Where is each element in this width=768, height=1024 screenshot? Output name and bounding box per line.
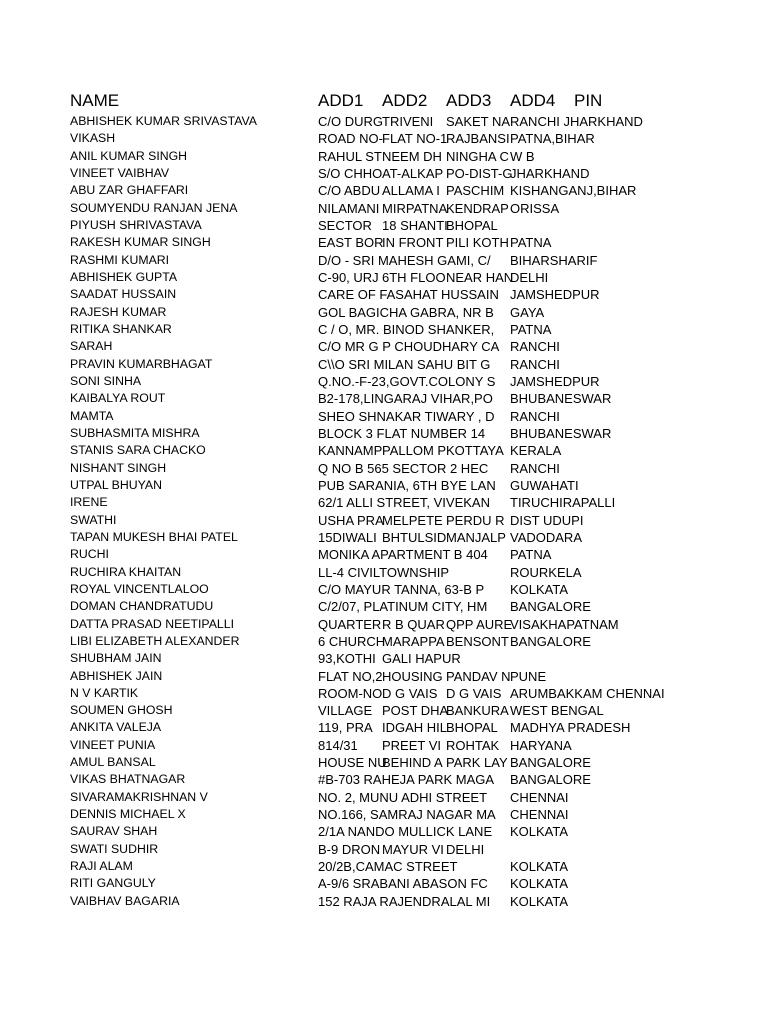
cell-name: VINEET VAIBHAV bbox=[70, 165, 170, 180]
table-row bbox=[0, 286, 768, 303]
cell-name: AMUL BANSAL bbox=[70, 755, 156, 770]
cell-add1: BLOCK 3 FLAT NUMBER 14 bbox=[318, 425, 486, 441]
cell-name: SOUMYENDU RANJAN JENA bbox=[70, 200, 238, 215]
header-add4: ADD4 bbox=[510, 91, 556, 110]
cell-add1: C\\O SRI MILAN SAHU BIT G bbox=[318, 356, 491, 372]
cell-add2: HOUSING bbox=[382, 668, 443, 684]
cell-add1: Q NO B 565 SECTOR 2 HEC bbox=[318, 460, 489, 476]
cell-add4: BIHARSHARIF bbox=[510, 252, 598, 268]
cell-name: SUBHASMITA MISHRA bbox=[70, 425, 200, 440]
cell-add1: NO. 2, MUNU ADHI STREET bbox=[318, 789, 488, 805]
cell-add3: D G VAIS bbox=[446, 685, 502, 701]
cell-add1: QUARTER bbox=[318, 616, 382, 632]
cell-name: UTPAL BHUYAN bbox=[70, 477, 163, 492]
table-row bbox=[0, 581, 768, 598]
header-pin: PIN bbox=[574, 91, 603, 110]
table-row bbox=[0, 304, 768, 321]
cell-add4: CHENNAI bbox=[510, 807, 569, 823]
cell-add4: BANGALORE bbox=[510, 755, 591, 771]
cell-add2: TRIVENI bbox=[382, 114, 434, 129]
cell-add1: CARE OF FASAHAT HUSSAIN bbox=[318, 287, 499, 303]
cell-name: ABHISHEK GUPTA bbox=[70, 269, 178, 284]
cell-name: RITIKA SHANKAR bbox=[70, 321, 172, 336]
cell-add2: PREET VI bbox=[382, 737, 442, 753]
table-row bbox=[0, 702, 768, 719]
cell-add4: JHARKHAND bbox=[510, 165, 590, 181]
cell-add1: C/O ABDU bbox=[318, 183, 381, 199]
cell-add4: BANGALORE bbox=[510, 633, 591, 649]
table-row bbox=[0, 598, 768, 615]
cell-add1: FLAT NO,2 bbox=[318, 668, 383, 684]
cell-name: PRAVIN KUMARBHAGAT bbox=[70, 356, 213, 371]
cell-add4: VADODARA bbox=[510, 529, 582, 545]
cell-add2: MIRPATNA bbox=[382, 200, 448, 216]
cell-add4: KOLKATA bbox=[510, 876, 569, 892]
table-row bbox=[0, 460, 768, 477]
table-row bbox=[0, 512, 768, 529]
table-row bbox=[0, 408, 768, 425]
cell-add2: D G VAIS bbox=[382, 685, 438, 701]
cell-add1: MONIKA APARTMENT B 404 bbox=[318, 547, 488, 563]
cell-add1: 119, PRA bbox=[318, 720, 373, 736]
table-row bbox=[0, 165, 768, 182]
cell-add3: DELHI bbox=[446, 841, 485, 857]
table-row bbox=[0, 252, 768, 269]
cell-add1: USHA PRA bbox=[318, 512, 384, 528]
cell-add2: PALLOM P bbox=[382, 443, 447, 459]
cell-name: ROYAL VINCENTLALOO bbox=[70, 581, 209, 596]
table-row bbox=[0, 529, 768, 546]
cell-name: ABU ZAR GHAFFARI bbox=[70, 183, 189, 198]
cell-add3: NINGHA C bbox=[446, 148, 509, 164]
cell-add2: 6TH FLOO bbox=[382, 269, 446, 285]
cell-add1: ROOM-NO bbox=[318, 685, 383, 701]
cell-add3: SAKET NA bbox=[446, 114, 511, 129]
cell-add2: BHTULSID bbox=[382, 529, 447, 545]
table-row bbox=[0, 113, 768, 130]
cell-add1: 93,KOTHI bbox=[318, 651, 376, 667]
cell-add1: B2-178,LINGARAJ VIHAR,PO bbox=[318, 391, 493, 407]
cell-name: RITI GANGULY bbox=[70, 876, 156, 891]
cell-add3: PILI KOTH bbox=[446, 235, 509, 251]
cell-add2: IN FRONT bbox=[382, 235, 444, 251]
table-row bbox=[0, 182, 768, 199]
cell-add1: #B-703 RAHEJA PARK MAGA bbox=[318, 772, 495, 788]
cell-add1: SHEO SHNAKAR TIWARY , D bbox=[318, 408, 495, 424]
cell-name: NISHANT SINGH bbox=[70, 460, 167, 475]
cell-add1: ROAD NO- bbox=[318, 131, 383, 147]
cell-name: IRENE bbox=[70, 495, 108, 510]
cell-add1: 15DIWALI bbox=[318, 529, 377, 545]
cell-add4: VISAKHAPATNAM bbox=[510, 616, 619, 632]
table-row bbox=[0, 685, 768, 702]
cell-name: VIKAS BHATNAGAR bbox=[70, 772, 186, 787]
cell-add4: JAMSHEDPUR bbox=[510, 287, 600, 303]
table-row bbox=[0, 806, 768, 823]
cell-add3: PASCHIM bbox=[446, 183, 505, 199]
table-row bbox=[0, 858, 768, 875]
table-row bbox=[0, 823, 768, 840]
table-row bbox=[0, 564, 768, 581]
cell-add3: ROHTAK bbox=[446, 737, 500, 753]
cell-add1: 6 CHURCH bbox=[318, 633, 386, 649]
cell-name: RAKESH KUMAR SINGH bbox=[70, 235, 211, 250]
table-row bbox=[0, 650, 768, 667]
cell-name: MAMTA bbox=[70, 408, 114, 423]
cell-name: PIYUSH SHRIVASTAVA bbox=[70, 217, 202, 232]
cell-add1: 62/1 ALLI STREET, VIVEKAN bbox=[318, 495, 490, 511]
table-row bbox=[0, 789, 768, 806]
cell-add4: RANCHI bbox=[510, 408, 560, 424]
cell-name: DENNIS MICHAEL X bbox=[70, 807, 186, 822]
header-name: NAME bbox=[70, 91, 120, 110]
cell-name: RASHMI KUMARI bbox=[70, 252, 170, 267]
cell-name: VIKASH bbox=[70, 131, 116, 146]
cell-name: RAJESH KUMAR bbox=[70, 304, 167, 319]
table-row bbox=[0, 269, 768, 286]
cell-add1: C / O, MR. BINOD SHANKER, bbox=[318, 321, 495, 337]
cell-add4: KOLKATA bbox=[510, 859, 569, 875]
cell-add2: ALLAMA I bbox=[382, 183, 440, 199]
table-row bbox=[0, 217, 768, 234]
cell-add4: JAMSHEDPUR bbox=[510, 373, 600, 389]
header-add3: ADD3 bbox=[446, 91, 492, 110]
cell-add1: C/O MR G P CHOUDHARY CA bbox=[318, 339, 500, 355]
cell-add2: MAYUR VI bbox=[382, 841, 444, 857]
table-row bbox=[0, 771, 768, 788]
cell-add1: 2/1A NANDO MULLICK LANE bbox=[318, 824, 493, 840]
cell-add1: 20/2B,CAMAC STREET bbox=[318, 859, 458, 875]
cell-add1: PUB SARANIA, 6TH BYE LAN bbox=[318, 477, 496, 493]
cell-add4: GUWAHATI bbox=[510, 477, 579, 493]
cell-add4: BHUBANESWAR bbox=[510, 391, 612, 407]
cell-name: TAPAN MUKESH BHAI PATEL bbox=[70, 529, 238, 544]
cell-add4: RANCHI bbox=[510, 460, 560, 476]
cell-add1: EAST BOR bbox=[318, 235, 384, 251]
table-row bbox=[0, 737, 768, 754]
cell-add4: ARUMBAKKAM CHENNAI bbox=[510, 685, 665, 701]
table-row bbox=[0, 719, 768, 736]
cell-name: SHUBHAM JAIN bbox=[70, 651, 162, 666]
cell-name: DATTA PRASAD NEETIPALLI bbox=[70, 616, 235, 631]
cell-add1: VILLAGE bbox=[318, 703, 373, 719]
table-row bbox=[0, 425, 768, 442]
cell-add4: DELHI bbox=[510, 269, 549, 285]
cell-name: ABHISHEK KUMAR SRIVASTAVA bbox=[70, 114, 257, 128]
cell-add3: BENSONT bbox=[446, 633, 509, 649]
cell-name: RUCHI bbox=[70, 547, 109, 562]
cell-add3: QPP AURE bbox=[446, 616, 513, 632]
cell-add2: POST DHA bbox=[382, 703, 449, 719]
cell-add4: ROURKELA bbox=[510, 564, 582, 580]
cell-name: LIBI ELIZABETH ALEXANDER bbox=[70, 633, 240, 648]
cell-name: VAIBHAV BAGARIA bbox=[70, 893, 180, 908]
table-row bbox=[0, 754, 768, 771]
cell-add4: ORISSA bbox=[510, 200, 560, 216]
cell-add3: KENDRAP bbox=[446, 200, 509, 216]
cell-add4: PATNA bbox=[510, 235, 552, 251]
cell-add4: BANGALORE bbox=[510, 772, 591, 788]
cell-add4: KOLKATA bbox=[510, 893, 569, 909]
cell-add2: MELPETE bbox=[382, 512, 443, 528]
cell-name: RAJI ALAM bbox=[70, 859, 133, 874]
cell-add3: BANKURA bbox=[446, 703, 509, 719]
cell-add4: RANCHI bbox=[510, 339, 560, 355]
table-row bbox=[0, 668, 768, 685]
cell-name: N V KARTIK bbox=[70, 685, 139, 700]
cell-add4: KOLKATA bbox=[510, 824, 569, 840]
cell-name: SOUMEN GHOSH bbox=[70, 703, 173, 718]
cell-add2: NEEM DH bbox=[382, 148, 442, 164]
table-row bbox=[0, 148, 768, 165]
cell-name: RUCHIRA KHAITAN bbox=[70, 564, 182, 579]
cell-add4: TIRUCHIRAPALLI bbox=[510, 495, 616, 511]
cell-add1: KANNAMP bbox=[318, 443, 383, 459]
cell-add1: C/O MAYUR TANNA, 63-B P bbox=[318, 581, 485, 597]
table-row bbox=[0, 356, 768, 373]
cell-add4: BANGALORE bbox=[510, 599, 591, 615]
table-row bbox=[0, 841, 768, 858]
table-row bbox=[0, 893, 768, 910]
cell-add4: CHENNAI bbox=[510, 789, 569, 805]
cell-add1: A-9/6 SRABANI ABASON FC bbox=[318, 876, 488, 892]
cell-add3: MANJALP bbox=[446, 529, 506, 545]
cell-name: SAADAT HUSSAIN bbox=[70, 287, 177, 302]
cell-add3: PANDAV N bbox=[446, 668, 511, 684]
cell-name: SAURAV SHAH bbox=[70, 824, 158, 839]
cell-add1: NILAMANI bbox=[318, 200, 380, 216]
cell-name: STANIS SARA CHACKO bbox=[70, 443, 206, 458]
cell-add1: B-9 DRON bbox=[318, 841, 381, 857]
cell-add2: MARAPPA bbox=[382, 633, 445, 649]
table-row bbox=[0, 477, 768, 494]
cell-add2: GALI HAPUR bbox=[382, 651, 461, 667]
table-row bbox=[0, 200, 768, 217]
cell-name: KAIBALYA ROUT bbox=[70, 391, 166, 406]
table-row bbox=[0, 321, 768, 338]
cell-add3: PARK LAY bbox=[446, 755, 508, 771]
cell-add2: BEHIND A bbox=[382, 755, 443, 771]
cell-name: ANKITA VALEJA bbox=[70, 720, 162, 735]
cell-add3: PO-DIST-G bbox=[446, 165, 513, 181]
cell-add1: LL-4 CIVILTOWNSHIP bbox=[318, 564, 449, 580]
table-row bbox=[0, 338, 768, 355]
cell-add1: 152 RAJA RAJENDRALAL MI bbox=[318, 893, 491, 909]
cell-name: ANIL KUMAR SINGH bbox=[70, 148, 188, 163]
header-add2: ADD2 bbox=[382, 91, 428, 110]
table-row bbox=[0, 130, 768, 147]
table-row bbox=[0, 546, 768, 563]
cell-add4: RANCHI JHARKHAND bbox=[510, 114, 643, 129]
table-row bbox=[0, 442, 768, 459]
cell-name: DOMAN CHANDRATUDU bbox=[70, 599, 214, 614]
cell-add2: FLAT NO-1 bbox=[382, 131, 448, 147]
table-row bbox=[0, 234, 768, 251]
cell-add1: Q.NO.-F-23,GOVT.COLONY S bbox=[318, 373, 496, 389]
cell-add4: WEST BENGAL bbox=[510, 703, 604, 719]
cell-add4: GAYA bbox=[510, 304, 545, 320]
table-row bbox=[0, 633, 768, 650]
cell-add3: RAJBANSI bbox=[446, 131, 510, 147]
cell-add4: MADHYA PRADESH bbox=[510, 720, 631, 736]
cell-add1: C-90, URJ bbox=[318, 269, 379, 285]
cell-add4: BHUBANESWAR bbox=[510, 425, 612, 441]
cell-add4: DIST UDUPI bbox=[510, 512, 584, 528]
cell-add3: PERDU R bbox=[446, 512, 505, 528]
cell-add1: HOUSE NU bbox=[318, 755, 387, 771]
header-add1: ADD1 bbox=[318, 91, 364, 110]
table-row bbox=[0, 875, 768, 892]
cell-add4: PATNA bbox=[510, 547, 552, 563]
cell-add3: BHOPAL bbox=[446, 217, 498, 233]
table-row bbox=[0, 616, 768, 633]
cell-add1: C/O DURG bbox=[318, 114, 383, 129]
cell-add4: KISHANGANJ,BIHAR bbox=[510, 183, 637, 199]
cell-add4: RANCHI bbox=[510, 356, 560, 372]
cell-add4: KERALA bbox=[510, 443, 562, 459]
cell-name: VINEET PUNIA bbox=[70, 737, 156, 752]
cell-add2: 18 SHANTI bbox=[382, 217, 448, 233]
cell-add1: GOL BAGICHA GABRA, NR B bbox=[318, 304, 494, 320]
data-rows bbox=[0, 113, 768, 910]
cell-add3: NEAR HAN bbox=[446, 269, 514, 285]
cell-add1: 814/31 bbox=[318, 737, 358, 753]
cell-add4: PUNE bbox=[510, 668, 547, 684]
cell-add4: PATNA,BIHAR bbox=[510, 131, 595, 147]
cell-add2: IDGAH HIL bbox=[382, 720, 448, 736]
cell-add1: SECTOR bbox=[318, 217, 372, 233]
cell-add4: PATNA bbox=[510, 321, 552, 337]
cell-add1: NO.166, SAMRAJ NAGAR MA bbox=[318, 807, 496, 823]
cell-add3: BHOPAL bbox=[446, 720, 498, 736]
cell-name: SWATI SUDHIR bbox=[70, 841, 159, 856]
cell-add3: KOTTAYA bbox=[446, 443, 504, 459]
cell-name: SONI SINHA bbox=[70, 373, 142, 388]
cell-add1: RAHUL ST bbox=[318, 148, 382, 164]
cell-add4: KOLKATA bbox=[510, 581, 569, 597]
cell-name: SARAH bbox=[70, 339, 113, 354]
cell-add1: S/O CHHO bbox=[318, 165, 383, 181]
cell-name: SIVARAMAKRISHNAN V bbox=[70, 789, 208, 804]
cell-add1: C/2/07, PLATINUM CITY, HM bbox=[318, 599, 488, 615]
cell-name: SWATHI bbox=[70, 512, 117, 527]
table-row bbox=[0, 373, 768, 390]
cell-add4: W B bbox=[510, 148, 535, 164]
table-row bbox=[0, 390, 768, 407]
cell-add4: HARYANA bbox=[510, 737, 572, 753]
cell-add2: AT-ALKAP bbox=[382, 165, 444, 181]
table-row bbox=[0, 494, 768, 511]
cell-add1: D/O - SRI MAHESH GAMI, C/ bbox=[318, 252, 491, 268]
cell-name: ABHISHEK JAIN bbox=[70, 668, 163, 683]
cell-add2: R B QUAR bbox=[382, 616, 445, 632]
